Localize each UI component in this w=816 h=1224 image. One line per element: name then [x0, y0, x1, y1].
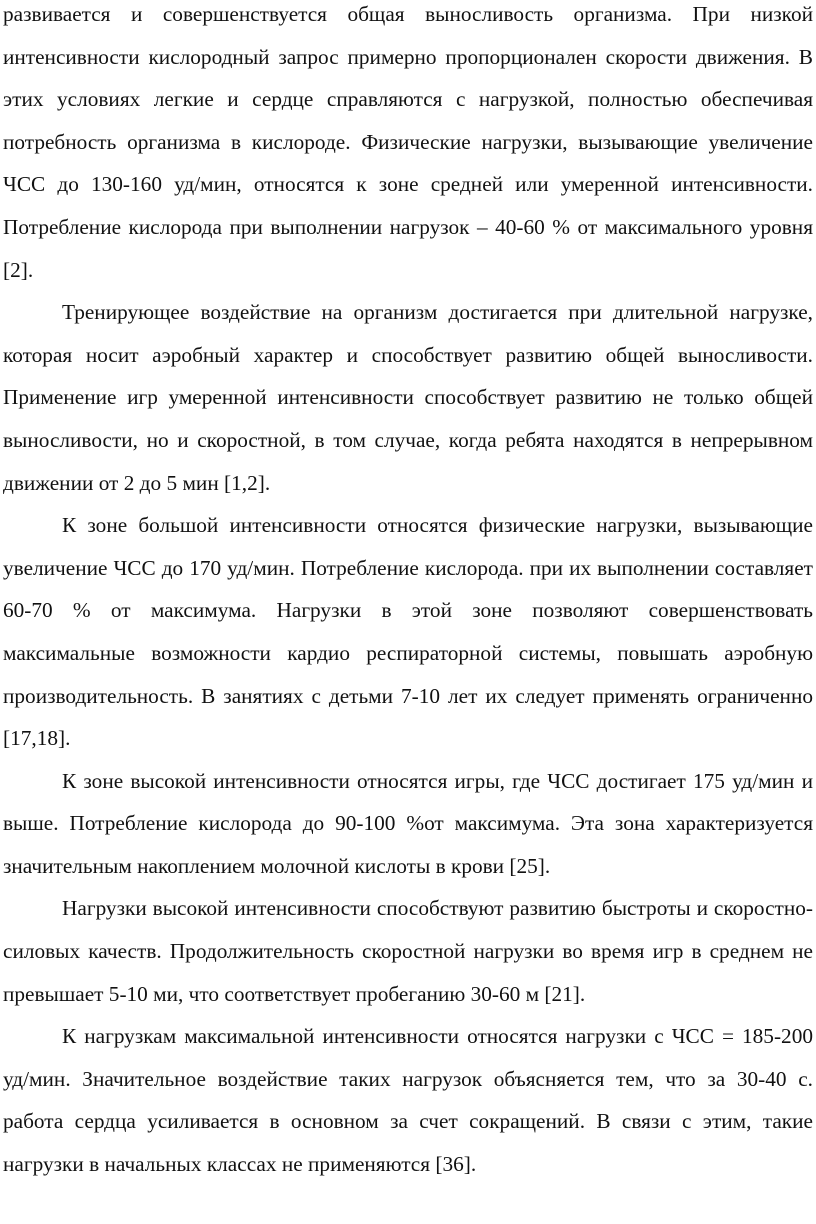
paragraph-6: К нагрузкам максимальной интенсивности относятся нагрузки с ЧСС = 185-200 уд/мин. Значительное воздействие таких нагрузок объясняется тем, что за 30-40 с. работа сердца усиливается в основном за счет сокращений. В связи с этим, такие нагрузки в начальных классах не применяются [36]. — [3, 1024, 813, 1177]
paragraph-1: развивается и совершенствуется общая выносливость организма. При низкой интенсивности кислородный запрос примерно пропорционален скорости движения. В этих условиях легкие и сердце справляются с нагрузкой, полностью обеспечивая потребность организма в кислороде. Физические нагрузки, вызывающие увеличение ЧСС до 130-160 уд/мин, относятся к зоне средней или умеренной интенсивности. Потребление кислорода при выполнении нагрузок – 40-60 % от максимального уровня [2]. — [3, 2, 813, 282]
paragraph-4: К зоне высокой интенсивности относятся игры, где ЧСС достигает 175 уд/мин и выше. Потребление кислорода до 90-100 %от максимума. Эта зона характеризуется значительным накоплением молочной кислоты в крови [25]. — [3, 768, 813, 878]
paragraph-2: Тренирующее воздействие на организм достигается при длительной нагрузке, которая носит аэробный характер и способствует развитию общей выносливости. Применение игр умеренной интенсивности способствует развитию не только общей выносливости, но и скоростной, в том случае, когда ребята находятся в непрерывном движении от 2 до 5 мин [1,2]. — [3, 300, 813, 495]
paragraph-5: Нагрузки высокой интенсивности способствуют развитию быстроты и скоростно-силовых качеств. Продолжительность скоростной нагрузки во время игр в среднем не превышает 5-10 ми, что соответствует пробеганию 30-60 м [21]. — [3, 896, 813, 1006]
paragraph-3: К зоне большой интенсивности относятся физические нагрузки, вызывающие увеличение ЧСС до 170 уд/мин. Потребление кислорода. при их выполнении составляет 60-70 % от максимума. Нагрузки в этой зоне позволяют совершенствовать максимальные возможности кардио респираторной системы, повышать аэробную производительность. В занятиях с детьми 7-10 лет их следует применять ограниченно [17,18]. — [3, 513, 813, 751]
